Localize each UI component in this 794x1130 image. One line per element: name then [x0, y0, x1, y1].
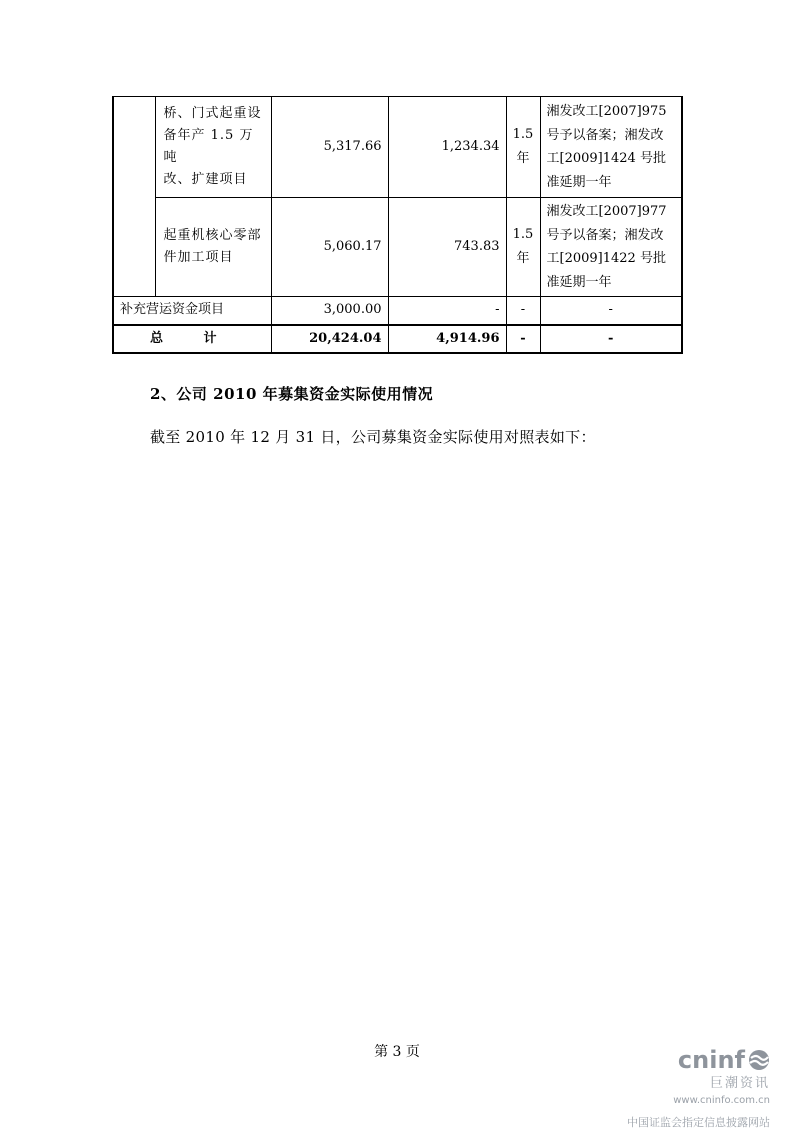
- planned-amount-cell: 3,000.00: [271, 297, 388, 325]
- total-row: [113, 325, 682, 353]
- used-amount-cell: 743.83: [388, 198, 506, 297]
- working-capital-row: [113, 297, 682, 325]
- approval-note-cell: 湘发改工[2007]975 号予以备案；湘发改 工[2009]1424 号批 准延期一年: [540, 97, 682, 198]
- total-used-amount: 4,914.96: [388, 325, 506, 353]
- total-planned-amount: 20,424.04: [271, 325, 388, 353]
- used-amount-cell: 1,234.34: [388, 97, 506, 198]
- wave-logo-icon: [748, 1049, 770, 1071]
- cninfo-watermark: [620, 1046, 770, 1130]
- table-row: [113, 97, 682, 198]
- used-amount-cell: -: [388, 297, 506, 325]
- construction-period-cell: 1.5 年: [506, 97, 540, 198]
- project-name-cell: 桥、门式起重设 备年产 1.5 万吨 改、扩建项目: [155, 97, 271, 198]
- section-heading: 2、公司 2010 年募集资金实际使用情况: [150, 385, 434, 403]
- total-note: -: [540, 325, 682, 353]
- cninfo-full-name: 中国证监会指定信息披露网站: [627, 1116, 770, 1129]
- table-row: [113, 198, 682, 297]
- page-number: 第 3 页: [374, 1044, 420, 1060]
- body-paragraph: 截至 2010 年 12 月 31 日，公司募集资金实际使用对照表如下：: [150, 428, 596, 446]
- construction-period-cell: 1.5 年: [506, 198, 540, 297]
- total-period: -: [506, 325, 540, 353]
- planned-amount-cell: 5,317.66: [271, 97, 388, 198]
- cninfo-chinese-name: 巨潮资讯: [709, 1076, 770, 1091]
- approval-note-cell: -: [540, 297, 682, 325]
- working-capital-label: 补充营运资金项目: [113, 297, 271, 325]
- fundraising-projects-table: [112, 96, 683, 354]
- category-cell: [113, 97, 155, 297]
- construction-period-cell: -: [506, 297, 540, 325]
- approval-note-cell: 湘发改工[2007]977 号予以备案；湘发改 工[2009]1422 号批 准延期一年: [540, 198, 682, 297]
- planned-amount-cell: 5,060.17: [271, 198, 388, 297]
- project-name-cell: 起重机核心零部 件加工项目: [155, 198, 271, 297]
- cninfo-logo: cninf: [678, 1046, 770, 1074]
- total-label: 总 计: [113, 325, 271, 353]
- cninfo-url: www.cninfo.com.cn: [673, 1095, 770, 1106]
